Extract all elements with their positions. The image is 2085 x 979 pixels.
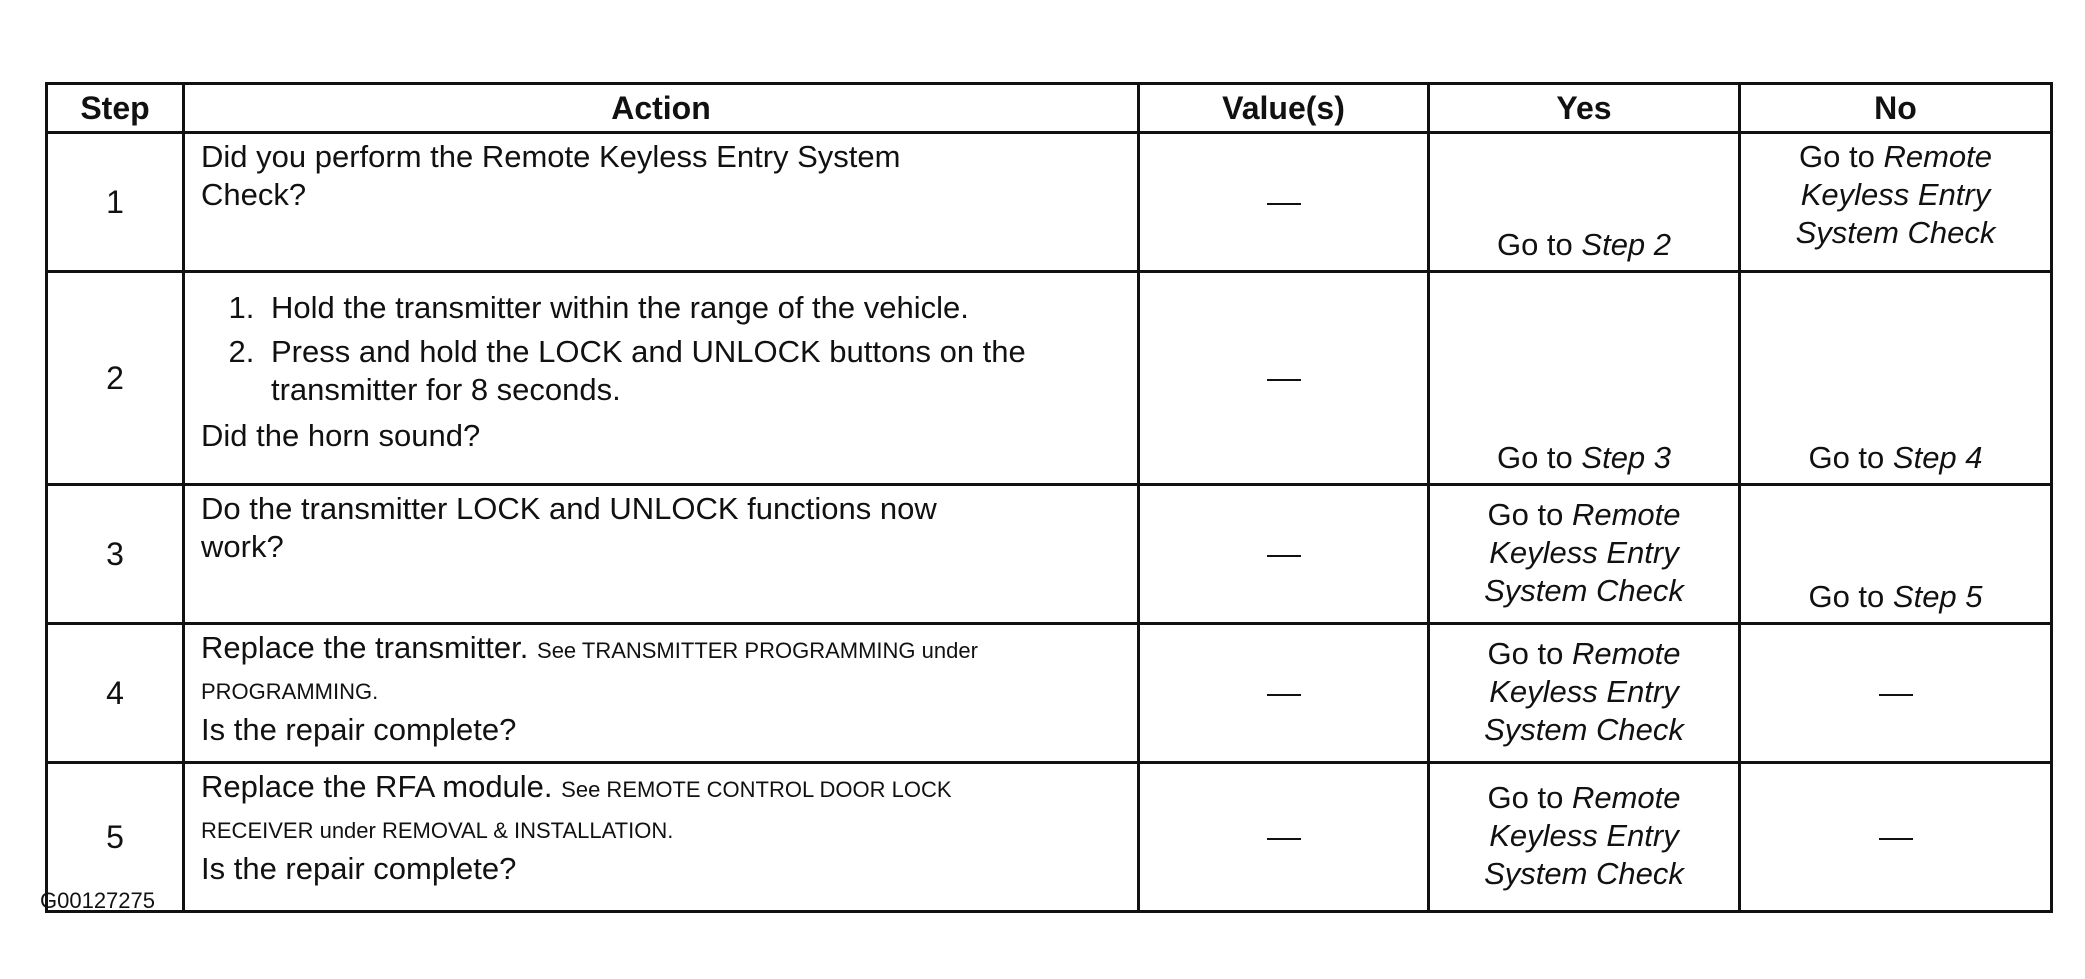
no-cell: [1740, 133, 2052, 272]
yes-prefix: Go to: [1487, 636, 1564, 671]
no-target: Remote Keyless Entry System Check: [1795, 139, 1996, 250]
yes-target: Remote Keyless Entry System Check: [1484, 780, 1684, 891]
action-cell: [184, 272, 1139, 485]
step-number: 2: [47, 272, 184, 485]
no-cell: [1740, 624, 2052, 763]
dash-mark: [1267, 838, 1301, 840]
yes-prefix: Go to: [1496, 440, 1573, 475]
yes-cell: [1429, 272, 1740, 485]
table-row: [47, 272, 2052, 485]
header-no: No: [1740, 84, 2052, 133]
no-cell: [1740, 485, 2052, 624]
action-cell: [184, 624, 1139, 763]
no-prefix: Go to: [1799, 139, 1875, 174]
action-text: Replace the transmitter.: [201, 630, 529, 665]
yes-cell: [1429, 485, 1740, 624]
table-row: [47, 624, 2052, 763]
table-header-row: [47, 84, 2052, 133]
no-target: Step 4: [1892, 440, 1983, 475]
step-number: 4: [47, 624, 184, 763]
header-values: Value(s): [1139, 84, 1429, 133]
yes-cell: [1429, 763, 1740, 912]
dash-mark: [1267, 203, 1301, 205]
yes-prefix: Go to: [1487, 780, 1564, 815]
step-number: 1: [47, 133, 184, 272]
action-text: Do the transmitter LOCK and UNLOCK functions now work?: [201, 491, 937, 564]
diagnostic-table-container: [45, 82, 2050, 913]
yes-target: Step 3: [1581, 440, 1672, 475]
action-text: Did you perform the Remote Keyless Entry System Check?: [201, 139, 901, 212]
yes-target: Remote Keyless Entry System Check: [1484, 636, 1684, 747]
figure-id: G00127275: [40, 888, 155, 913]
value-cell: [1139, 272, 1429, 485]
action-question: Is the repair complete?: [201, 851, 517, 886]
yes-prefix: Go to: [1487, 497, 1564, 532]
header-action: Action: [184, 84, 1139, 133]
yes-cell: [1429, 133, 1740, 272]
action-cell: [184, 485, 1139, 624]
yes-target: Remote Keyless Entry System Check: [1484, 497, 1684, 608]
yes-cell: [1429, 624, 1740, 763]
dash-mark: [1267, 379, 1301, 381]
table-row: [47, 763, 2052, 912]
step-number: 3: [47, 485, 184, 624]
dash-mark: [1879, 694, 1913, 696]
value-cell: [1139, 624, 1429, 763]
header-yes: Yes: [1429, 84, 1740, 133]
value-cell: [1139, 763, 1429, 912]
action-question: Is the repair complete?: [201, 712, 517, 747]
yes-prefix: Go to: [1496, 227, 1573, 262]
action-question: Did the horn sound?: [201, 418, 481, 453]
step-number: 5: [47, 763, 184, 912]
action-steps-list: [201, 289, 1123, 409]
table-row: [47, 485, 2052, 624]
action-cell: [184, 133, 1139, 272]
action-text: Replace the RFA module.: [201, 769, 553, 804]
table-row: [47, 133, 2052, 272]
action-instruction: [201, 768, 1031, 850]
value-cell: [1139, 133, 1429, 272]
no-prefix: Go to: [1808, 579, 1885, 614]
dash-mark: [1267, 555, 1301, 557]
dash-mark: [1879, 838, 1913, 840]
action-step-item: 2. Press and hold the LOCK and UNLOCK buttons on the transmitter for 8 seconds.: [263, 333, 1123, 409]
value-cell: [1139, 485, 1429, 624]
header-step: Step: [47, 84, 184, 133]
no-cell: [1740, 272, 2052, 485]
no-prefix: Go to: [1808, 440, 1885, 475]
action-reference: See TRANSMITTER PROGRAMMING under PROGRAMMING.: [201, 638, 978, 704]
no-target: Step 5: [1892, 579, 1983, 614]
no-cell: [1740, 763, 2052, 912]
action-cell: [184, 763, 1139, 912]
diagnostic-table: [45, 82, 2053, 913]
yes-target: Step 2: [1581, 227, 1672, 262]
action-step-item: 1. Hold the transmitter within the range of the vehicle.: [263, 289, 1123, 327]
dash-mark: [1267, 694, 1301, 696]
action-instruction: [201, 629, 1061, 711]
action-reference: See REMOTE CONTROL DOOR LOCK RECEIVER under REMOVAL & INSTALLATION.: [201, 777, 952, 843]
